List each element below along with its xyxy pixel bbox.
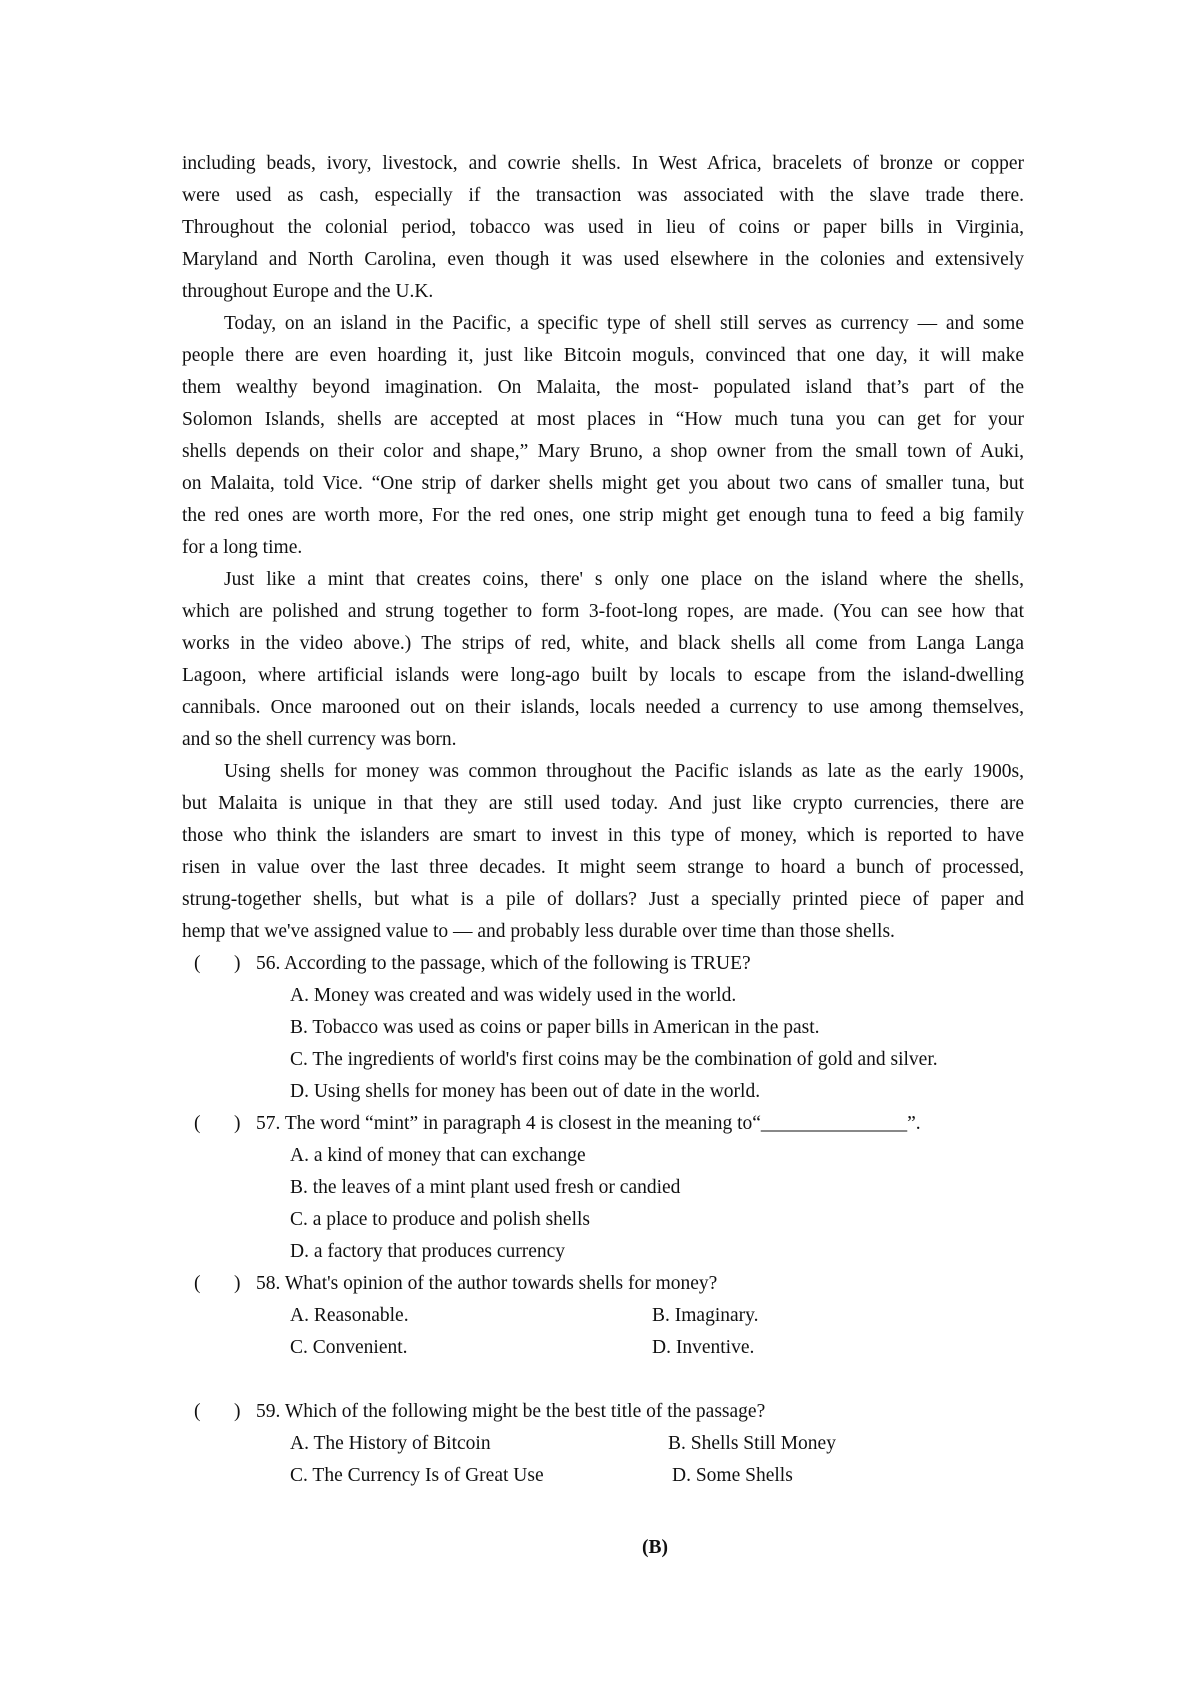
passage-line: risen in value over the last three decades. It might seem strange to hoard a bunch of processed, — [182, 857, 1024, 878]
passage-line: and so the shell currency was born. — [182, 729, 457, 750]
question-57 — [0, 1108, 1200, 1140]
option-d: D. a factory that produces currency — [290, 1241, 566, 1262]
question-text: 58. What's opinion of the author towards shells for money? — [256, 1273, 718, 1294]
answer-paren-open: ( — [194, 1273, 201, 1294]
option-c: C. Convenient. — [290, 1337, 408, 1358]
option-d: D. Using shells for money has been out of date in the world. — [290, 1081, 761, 1102]
passage-line: Using shells for money was common throughout the Pacific islands as late as the early 1900s, — [224, 761, 1024, 782]
passage-line: shells depends on their color and shape,” Mary Bruno, a shop owner from the small town of Auki, — [182, 441, 1024, 462]
passage-line: those who think the islanders are smart to invest in this type of money, which is reported to have — [182, 825, 1024, 846]
question-text: 59. Which of the following might be the best title of the passage? — [256, 1401, 766, 1422]
option-b: B. Tobacco was used as coins or paper bills in American in the past. — [290, 1017, 820, 1038]
option-a: A. a kind of money that can exchange — [290, 1145, 586, 1166]
option-c: C. The ingredients of world's first coins may be the combination of gold and silver. — [290, 1049, 938, 1070]
passage-line: Maryland and North Carolina, even though it was used elsewhere in the colonies and extensively — [182, 249, 1024, 270]
passage-line: them wealthy beyond imagination. On Malaita, the most- populated island that’s part of the — [182, 377, 1024, 398]
passage-line: people there are even hoarding it, just like Bitcoin moguls, convinced that one day, it will make — [182, 345, 1024, 366]
passage-line: on Malaita, told Vice. “One strip of darker shells might get you about two cans of smaller tuna, but — [182, 473, 1024, 494]
option-c: C. a place to produce and polish shells — [290, 1209, 591, 1230]
passage-line: the red ones are worth more, For the red ones, one strip might get enough tuna to feed a big family — [182, 505, 1024, 526]
passage-line: for a long time. — [182, 537, 303, 558]
passage-line: were used as cash, especially if the transaction was associated with the slave trade there. — [182, 185, 1024, 206]
passage-line: works in the video above.) The strips of red, white, and black shells all come from Langa Langa — [182, 633, 1024, 654]
passage-line: cannibals. Once marooned out on their islands, locals needed a currency to use among themselves, — [182, 697, 1024, 718]
passage-line: Just like a mint that creates coins, there' s only one place on the island where the shells, — [224, 569, 1024, 590]
option-b: B. the leaves of a mint plant used fresh or candied — [290, 1177, 681, 1198]
answer-paren-close: ) — [234, 953, 241, 974]
question-58 — [0, 1268, 1200, 1300]
option-a: A. The History of Bitcoin — [290, 1433, 491, 1454]
question-text: 56. According to the passage, which of the following is TRUE? — [256, 953, 751, 974]
answer-paren-close: ) — [234, 1401, 241, 1422]
passage-line: but Malaita is unique in that they are still used today. And just like crypto currencies, there are — [182, 793, 1024, 814]
option-a: A. Money was created and was widely used in the world. — [290, 985, 737, 1006]
passage-line: Throughout the colonial period, tobacco was used in lieu of coins or paper bills in Virginia, — [182, 217, 1024, 238]
option-d: D. Some Shells — [672, 1465, 793, 1486]
answer-paren-close: ) — [234, 1113, 241, 1134]
passage-line: Solomon Islands, shells are accepted at most places in “How much tuna you can get for your — [182, 409, 1024, 430]
passage-line: strung-together shells, but what is a pile of dollars? Just a specially printed piece of paper and — [182, 889, 1024, 910]
question-56 — [0, 948, 1200, 980]
question-59 — [0, 1396, 1200, 1428]
option-b: B. Shells Still Money — [668, 1433, 836, 1454]
option-d: D. Inventive. — [652, 1337, 755, 1358]
answer-paren-open: ( — [194, 953, 201, 974]
answer-paren-close: ) — [234, 1273, 241, 1294]
passage-line: including beads, ivory, livestock, and cowrie shells. In West Africa, bracelets of bronze or copper — [182, 153, 1024, 174]
section-label: (B) — [642, 1537, 668, 1558]
question-text: 57. The word “mint” in paragraph 4 is closest in the meaning to“_______________”. — [256, 1113, 921, 1134]
option-c: C. The Currency Is of Great Use — [290, 1465, 544, 1486]
passage-line: hemp that we've assigned value to — and probably less durable over time than those shells. — [182, 921, 895, 942]
passage-line: Lagoon, where artificial islands were long-ago built by locals to escape from the island-dwelling — [182, 665, 1024, 686]
answer-paren-open: ( — [194, 1401, 201, 1422]
option-b: B. Imaginary. — [652, 1305, 759, 1326]
passage-line: throughout Europe and the U.K. — [182, 281, 434, 302]
answer-paren-open: ( — [194, 1113, 201, 1134]
passage-line: Today, on an island in the Pacific, a specific type of shell still serves as currency — and some — [224, 313, 1024, 334]
passage-line: which are polished and strung together to form 3-foot-long ropes, are made. (You can see how that — [182, 601, 1024, 622]
option-a: A. Reasonable. — [290, 1305, 409, 1326]
